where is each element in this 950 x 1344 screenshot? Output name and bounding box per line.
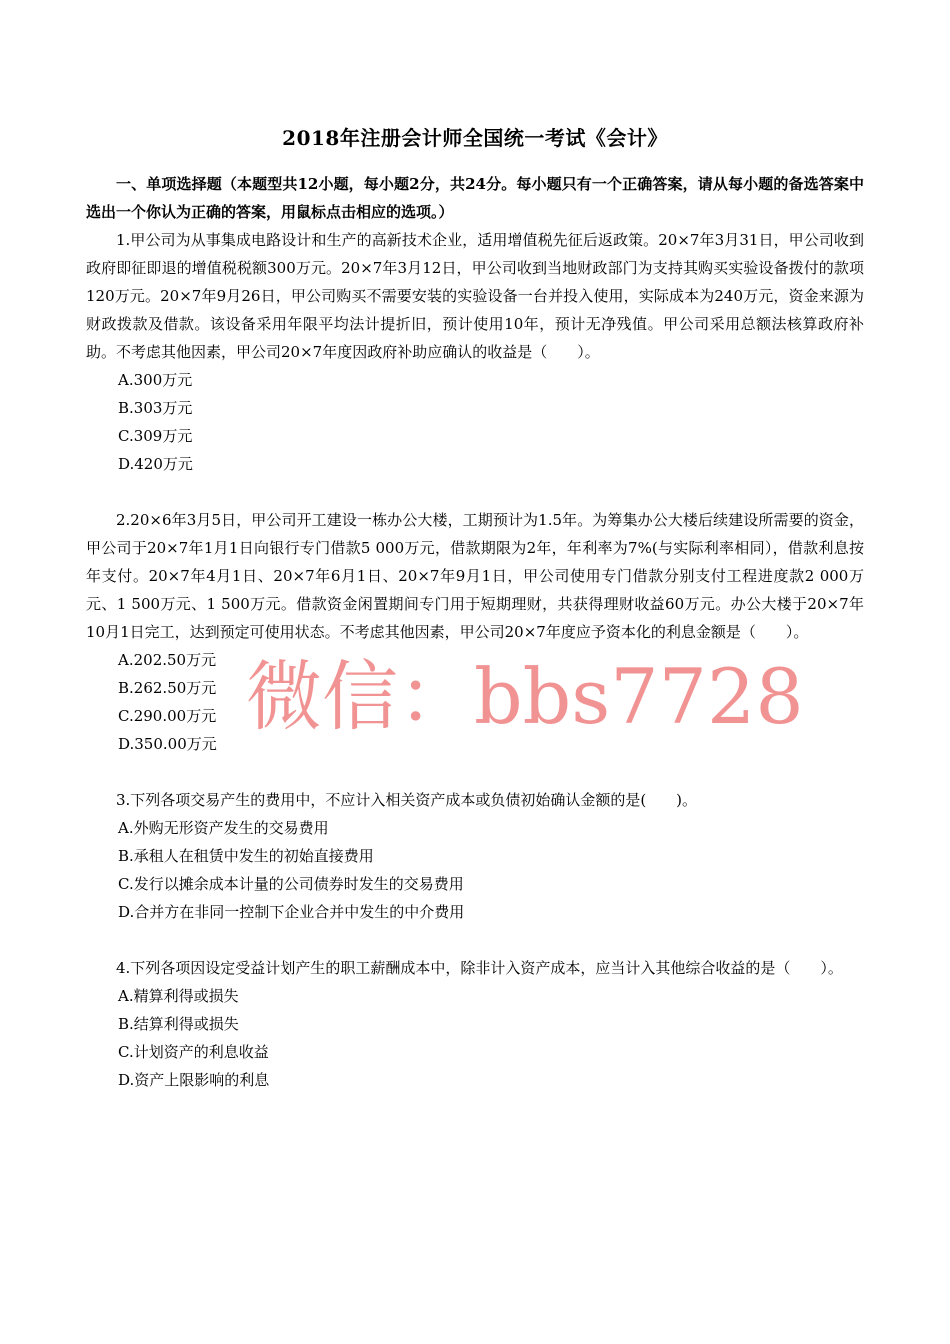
watermark-text: 微信：bbs7728 [246,652,804,741]
question-4 [86,954,864,1094]
option-d: D.合并方在非同一控制下企业合并中发生的中介费用 [118,903,465,921]
question-stem: 2.20×6年3月5日，甲公司开工建设一栋办公大楼，工期预计为1.5年。为筹集办公大楼后续建设所需要的资金，甲公司于20×7年1月1日向银行专门借款5 000万元，借款期限为2年，年利率为7%(与实际利率相同），借款利息按年支付。20×7年4月1日、20×7年6月1日、20×7年9月1日，甲公司使用专门借款分别支付工程进度款2 000万元、1 500万元、1 500万元。借款资金闲置期间专门用于短期理财，共获得理财收益60万元。办公大楼于20×7年10月1日完工，达到预定可使用状态。不考虑其他因素，甲公司20×7年度应予资本化的利息金额是（ ）。 [86,511,864,641]
option-b: B.303万元 [118,399,193,417]
question-2 [86,506,864,758]
question-1 [86,226,864,478]
document-body [86,170,864,1094]
option-a: A.外购无形资产发生的交易费用 [118,819,329,837]
option-d: D.350.00万元 [118,735,217,753]
document-title: 2018年注册会计师全国统一考试《会计》 [282,126,668,150]
question-3 [86,786,864,926]
option-d: D.420万元 [118,455,193,473]
option-b: B.结算利得或损失 [118,1015,239,1033]
spacer [86,926,864,954]
option-c: C.计划资产的利息收益 [118,1043,269,1061]
option-c: C.290.00万元 [118,707,217,725]
option-a: A.300万元 [118,371,193,389]
option-c: C.发行以摊余成本计量的公司债券时发生的交易费用 [118,875,464,893]
option-c: C.309万元 [118,427,193,445]
option-d: D.资产上限影响的利息 [118,1071,270,1089]
spacer [86,758,864,786]
question-stem: 4.下列各项因设定受益计划产生的职工薪酬成本中，除非计入资产成本，应当计入其他综合收益的是（ ）。 [116,959,843,977]
option-a: A.精算利得或损失 [118,987,239,1005]
option-a: A.202.50万元 [118,651,217,669]
option-b: B.承租人在租赁中发生的初始直接费用 [118,847,374,865]
question-stem: 3.下列各项交易产生的费用中，不应计入相关资产成本或负债初始确认金额的是( )。 [116,791,698,809]
question-stem: 1.甲公司为从事集成电路设计和生产的高新技术企业，适用增值税先征后返政策。20×7年3月31日，甲公司收到政府即征即退的增值税税额300万元。20×7年3月12日，甲公司收到当地财政部门为支持其购买实验设备拨付的款项120万元。20×7年9月26日，甲公司购买不需要安装的实验设备一台并投入使用，实际成本为240万元，资金来源为财政拨款及借款。该设备采用年限平均法计提折旧，预计使用10年，预计无净残值。甲公司采用总额法核算政府补助。不考虑其他因素，甲公司20×7年度因政府补助应确认的收益是（ ）。 [86,231,864,361]
section-heading: 一、单项选择题（本题型共12小题，每小题2分，共24分。每小题只有一个正确答案，请从每小题的备选答案中选出一个你认为正确的答案，用鼠标点击相应的选项。） [86,175,864,221]
option-b: B.262.50万元 [118,679,217,697]
spacer [86,478,864,506]
